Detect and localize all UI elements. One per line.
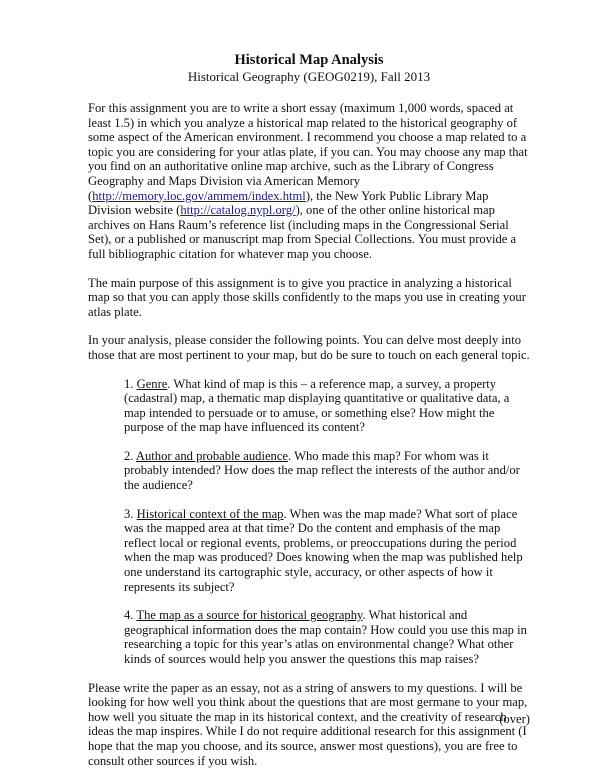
intro-text-2: ), the New York Public Library Map Division website ( (88, 188, 489, 218)
list-item (124, 507, 530, 595)
point-number: 4. (124, 608, 137, 623)
point-heading: Author and probable audience (135, 448, 289, 463)
course-subtitle: Historical Geography (GEOG0219), Fall 2013 (187, 69, 431, 84)
consider-paragraph: In your analysis, please consider the following points. You can delve most deeply into those that are most pertinent to your map, but do be sure to touch on each general topic. (88, 333, 530, 362)
analysis-points-list (124, 377, 530, 667)
page-title: Historical Map Analysis (234, 52, 384, 68)
point-number: 1. (124, 376, 137, 391)
point-number: 3. (124, 506, 137, 521)
point-number: 2. (124, 448, 136, 463)
list-item (124, 377, 530, 435)
loc-link[interactable]: http://memory.loc.gov/ammem/index.html (92, 188, 306, 203)
point-text: . When was the map made? What sort of place was the mapped area at that time? Do the content and emphasis of the map reflect local or regional events, problems, or preoccupations during the period when the map was produced? Does knowing when the map was published help one understand its cartographic style, accuracy, or other aspects of how it represents its subject? (124, 506, 523, 594)
intro-text-1: For this assignment you are to write a short essay (maximum 1,000 words, spaced at least 1.5) in which you analyze a historical map related to the historical geography of some aspect of the American environment. I recommend you choose a map related to a topic you are considering for your atlas plate, if you can. You may choose any map that you find on an authoritative online map archive, such as the Library of Congress Geography and Maps Division via American Memory ( (88, 101, 528, 203)
list-item (124, 449, 530, 493)
list-item (124, 608, 530, 666)
point-text: . What historical and geographical information does the map contain? How could you use this map in researching a topic for this year’s atlas on environmental change? What other kinds of sources would help you answer the questions this map raises? (124, 608, 527, 666)
point-heading: Genre (136, 376, 168, 391)
point-heading: Historical context of the map (136, 506, 284, 521)
point-heading: The map as a source for historical geography (136, 608, 363, 623)
closing-paragraph: Please write the paper as an essay, not as a string of answers to my questions. I will be looking for how well you think about the questions that are most germane to your map, how well you situate the map in its historical context, and the creativity of research ideas the map inspires. While I do not require additional research for this assignment (I hope that the map you choose, and its source, answer most questions), you are free to consult other sources if you wish. (88, 680, 528, 768)
intro-text-3: ), one of the other online historical map archives on Hans Raum’s reference list (including maps in the Congressional Serial Set), or a published or manuscript map from Special Collections. You must provide a full bibliographic citation for whatever map you choose. (88, 203, 517, 261)
point-text: . Who made this map? For whom was it probably intended? How does the map reflect the interests of the author and/or the audience? (124, 448, 520, 493)
over-note: (over) (499, 712, 530, 726)
nypl-link[interactable]: http://catalog.nypl.org/ (180, 203, 296, 218)
point-text: . What kind of map is this – a reference map, a survey, a property (cadastral) map, a thematic map displaying quantitative or qualitative data, a map intended to persuade or to amuse, or something else? How might the purpose of the map have influenced its content? (124, 376, 510, 435)
intro-paragraph (88, 101, 530, 262)
purpose-paragraph: The main purpose of this assignment is to give you practice in analyzing a historical map so that you can apply those skills confidently to the maps you use in creating your atlas plate. (88, 275, 526, 319)
